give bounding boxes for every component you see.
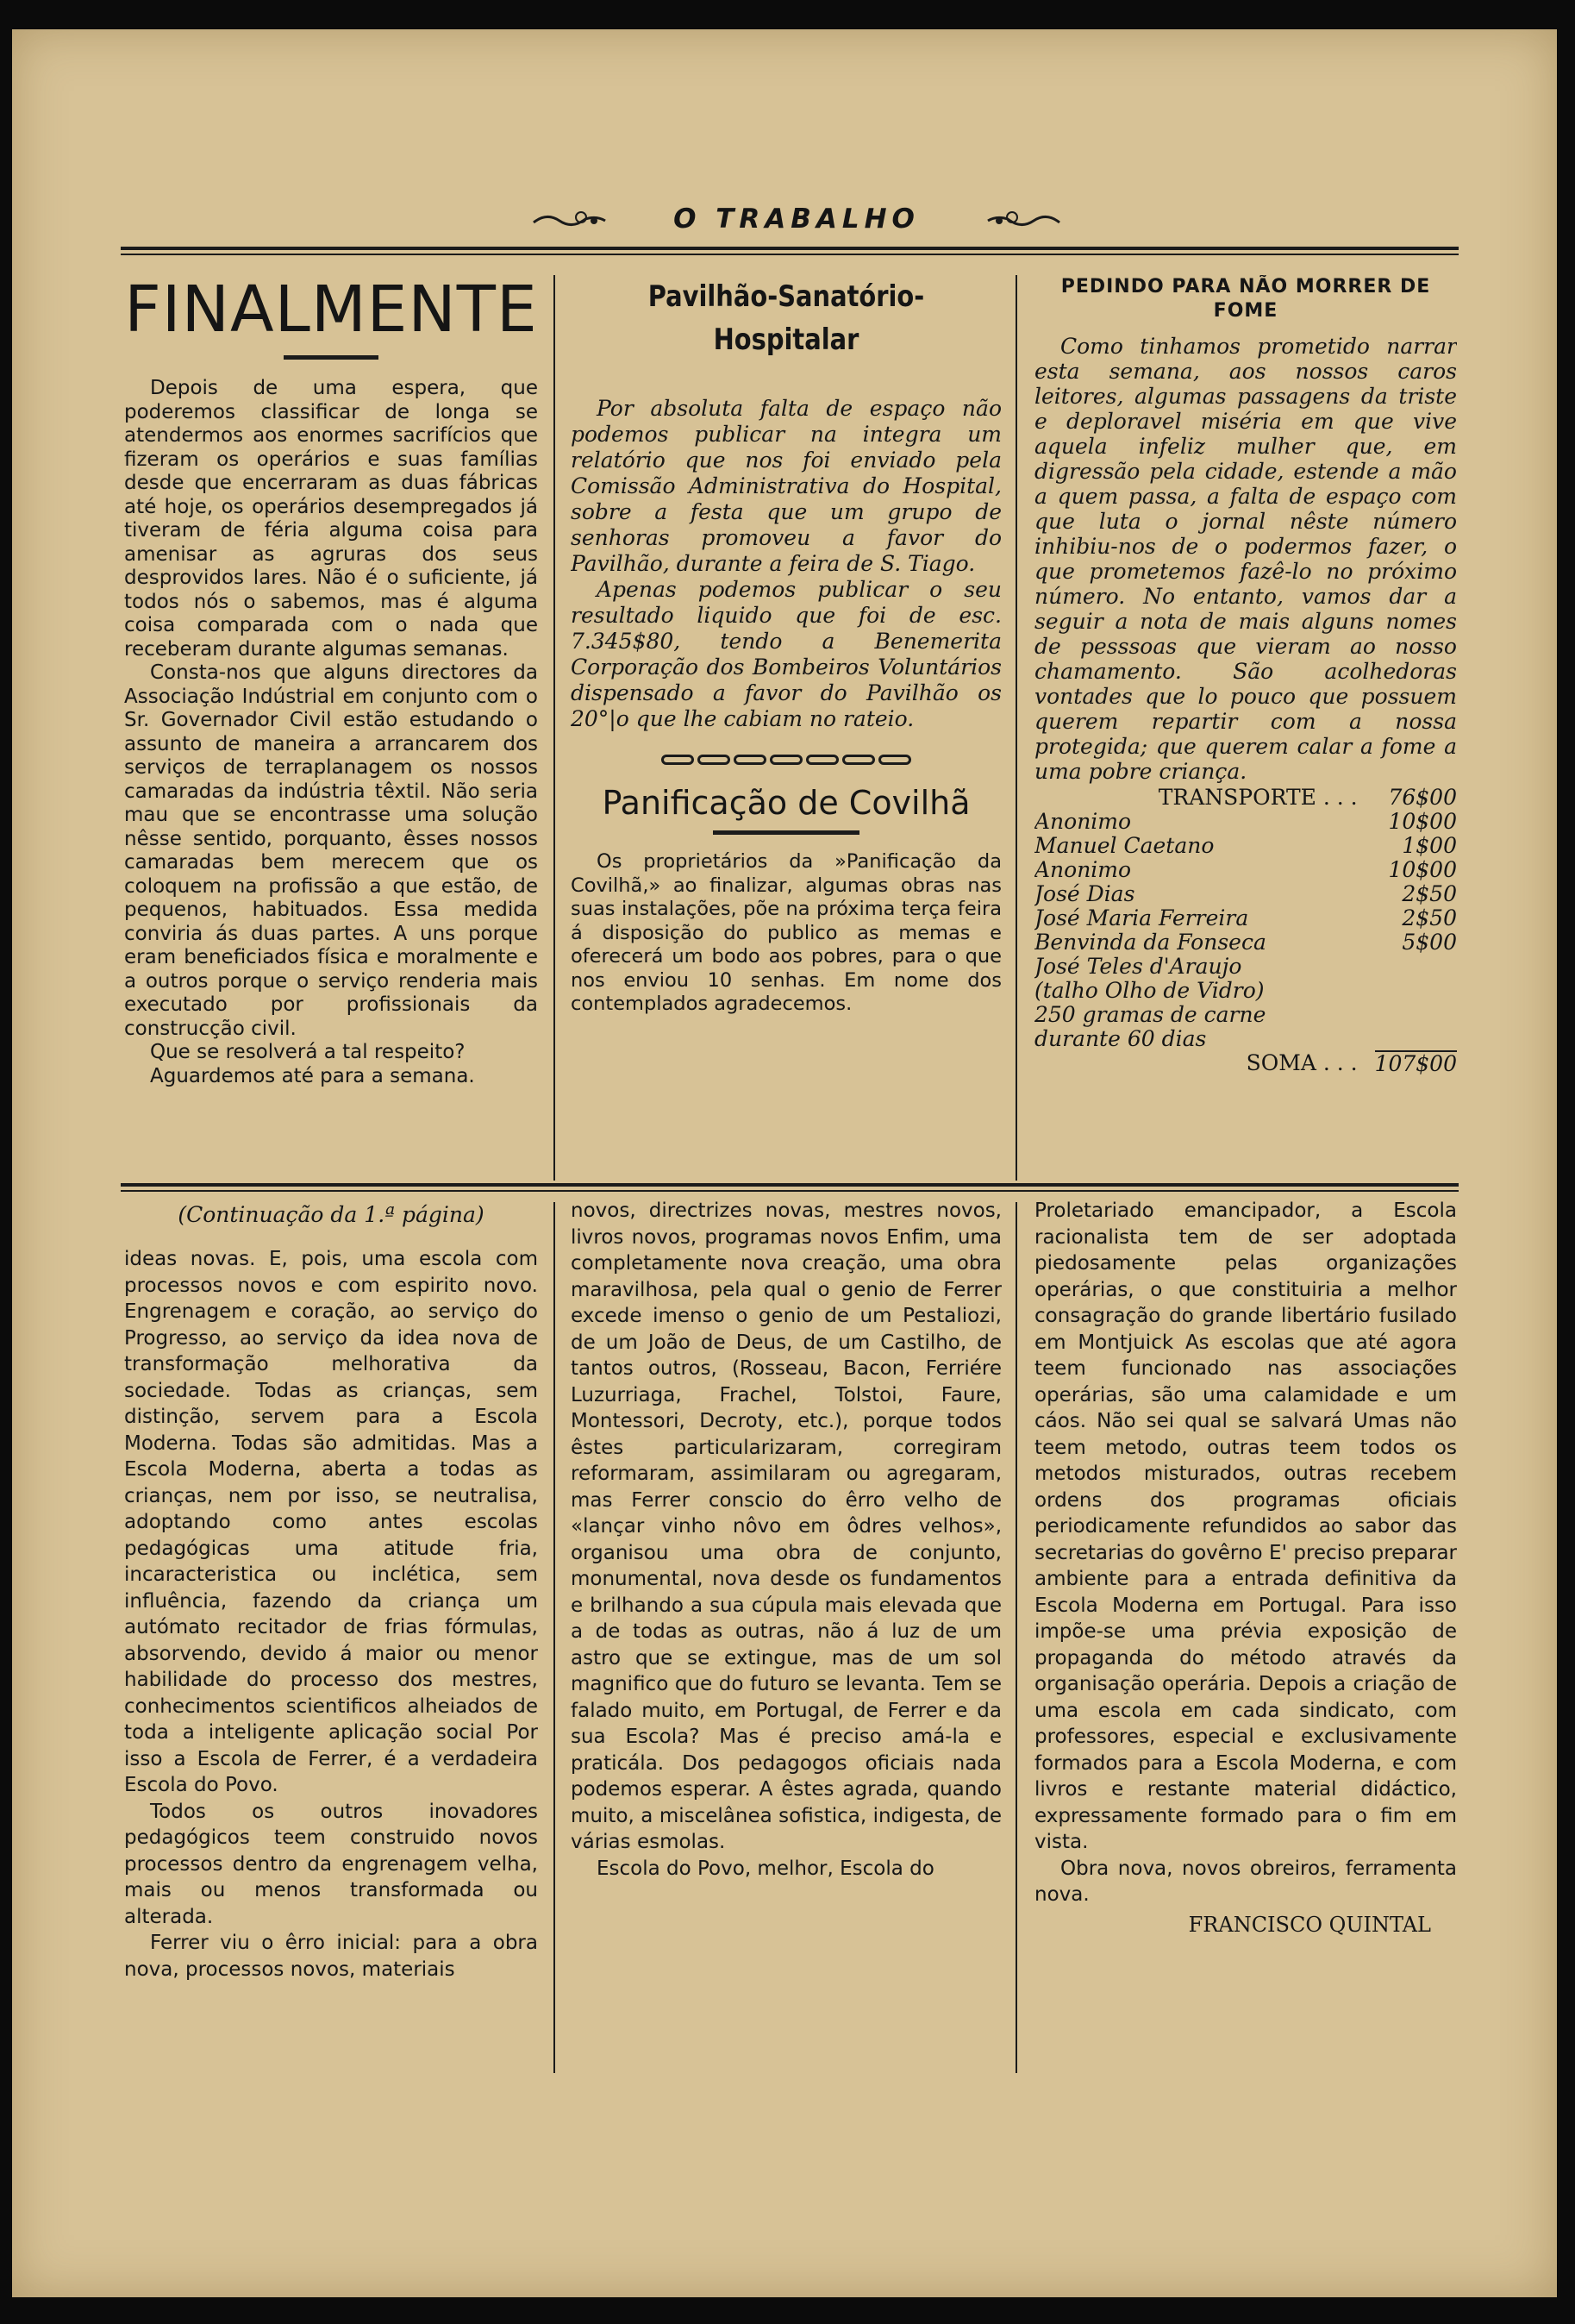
donor-name: Anonimo bbox=[1034, 809, 1132, 834]
continuation-column-2 bbox=[571, 1198, 1002, 2095]
paragraph: ideas novas. E, pois, uma escola com processos novos e com espirito novo. Engrenagem e coração, ao serviço do Progresso, ao serviço da idea nova de transformação melhorativa da sociedade. Todas as crianças, sem distinção, servem para a Escola Moderna. Todas são admitidas. Mas a Escola Moderna, aberta a todas as crianças, nem por isso, se neutralisa, adoptando como antes escolas pedagógicas uma atitude fria, incaracteristica ou inclética, sem influência, fazendo da criança um autómato recitador de frias fórmulas, absorvendo, devido á maior ou menor habilidade do processo dos mestres, conhecimentos scientificos alheiados de toda a inteligente aplicação social Por isso a Escola de Ferrer, é a verdadeira Escola do Povo. bbox=[124, 1248, 538, 1796]
ornamental-divider bbox=[571, 751, 1002, 768]
title-underline bbox=[284, 355, 378, 360]
soma-value: 107$00 bbox=[1374, 1051, 1457, 1076]
donor-name: Anonimo bbox=[1034, 857, 1132, 882]
article-title: Pavilhão-Sanatório-Hospitalar bbox=[647, 279, 925, 357]
paragraph: Os proprietários da »Panificação da Covilhã,» ao finalizar, algumas obras nas suas instalações, põe na próxima terça feira á disposição do publico as memas e oferecerá um bodo aos pobres, para o que nos enviou 10 senhas. Em nome dos contemplados agradecemos. bbox=[571, 850, 1002, 1015]
paragraph: Como tinhamos prometido narrar esta semana, aos nossos caros leitores, algumas passagens da triste e deploravel miséria em que vive aquela infeliz mulher que, em digressão pela cidade, estende a mão a quem passa, a falta de espaço com que luta o jornal nêste número inhibiu-nos de o podermos fazer, o que prometemos fazê-lo no próximo número. No entanto, vamos dar a seguir a nota de mais alguns nomes de pesssoas que vieram ao nosso chamamento. São acolhedoras vontades que lo pouco que possuem querem repartir com a nossa protegida; que querem calar a fome a uma pobre criança. bbox=[1034, 334, 1457, 784]
donor-name: José Teles d'Araujo (talho Olho de Vidro) 250 gramas de carne durante 60 dias bbox=[1034, 954, 1266, 1051]
masthead bbox=[529, 193, 1064, 245]
left-ornament-icon bbox=[529, 207, 607, 233]
paragraph: Ferrer viu o êrro inicial: para a obra nova, processos novos, materiais bbox=[124, 1932, 538, 1981]
column-divider bbox=[553, 275, 555, 1181]
column-divider bbox=[1016, 1202, 1017, 2073]
article-title: Panificação de Covilhã bbox=[602, 784, 971, 822]
donor-value: 10$00 bbox=[1388, 857, 1457, 882]
donor-name: José Maria Ferreira bbox=[1034, 905, 1249, 930]
paragraph: Todos os outros inovadores pedagógicos teem construido novos processos dentro da engrenagem velha, mais ou menos transformada ou alterada. bbox=[124, 1800, 538, 1928]
paragraph: Aguardemos até para a semana. bbox=[150, 1064, 475, 1087]
article-title: FINALMENTE bbox=[124, 272, 538, 347]
soma-label: SOMA . . . bbox=[1246, 1050, 1358, 1075]
transporte-label: TRANSPORTE . . . bbox=[1158, 785, 1358, 810]
right-ornament-icon bbox=[986, 207, 1064, 233]
donor-name: Benvinda da Fonseca bbox=[1034, 930, 1266, 955]
paragraph: Depois de uma espera, que poderemos classificar de longa se atendermos aos enormes sacrifícios que fizeram os operários e suas famílias desde que encerraram as duas fábricas até hoje, os operários desempregados já tiveram de féria alguma coisa para amenisar as agruras dos seus desprovidos lares. Não é o suficiente, já todos nós o sabemos, mas é alguma coisa comparada com o nada que receberam durante algumas semanas. bbox=[124, 377, 538, 661]
soma-row bbox=[1034, 1051, 1457, 1076]
masthead-rule-thin bbox=[121, 254, 1459, 255]
donor-list bbox=[1034, 786, 1457, 1076]
paragraph: Proletariado emancipador, a Escola racionalista tem de ser adoptada piedosamente pelas organizações operárias, o que constituiria a melhor consagração do grande libertário fusilado em Montjuick As escolas que até agora teem funcionado nas associações operárias, são uma calamidade e um cáos. Não sei qual se salvará Umas não teem metodo, outras teem todos os metodos misturados, outras recebem ordens dos programas oficiais periodicamente refundidos ao sabor das secretarias do govêrno E' preciso preparar ambiente para a entrada definitiva da Escola Moderna em Portugal. Para isso impõe-se uma prévia exposição de propaganda do método através da organisação operária. Depois a criação de uma escola em cada sindicato, com professores, especial e exclusivamente formados para a Escola Moderna, e com livros e restante material didáctico, expressamente formado para o fim em vista. bbox=[1034, 1200, 1457, 1853]
newspaper-page bbox=[12, 29, 1557, 2297]
donor-value bbox=[1375, 955, 1457, 1051]
continuation-heading: (Continuação da 1.ª página) bbox=[178, 1202, 484, 1227]
donor-row bbox=[1034, 906, 1457, 930]
paragraph: novos, directrizes novas, mestres novos, livros novos, programas novos Enfim, uma completamente nova creação, uma obra maravilhosa, pela qual o genio de Ferrer excede imenso o genio de um Pestaliozi, de um João de Deus, de um Castilho, de tantos outros, (Rosseau, Bacon, Ferriére Luzurriaga, Frachel, Tolstoi, Faure, Montessori, Decroty, etc.), porque todos êstes particularizaram, corregiram reformaram, assimilaram ou agregaram, mas Ferrer conscio do êrro velho de «lançar vinho nôvo em ôdres velhos», organisou uma obra de conjunto, monumental, nova desde os fundamentos e brilhando a sua cúpula mais elevada que a de todas as outras, não á luz de um astro que se extingue, mas de um sol magnifico que do futuro se levanta. Tem se falado muito, em Portugal, de Ferrer e da sua Escola? Mas é preciso amá-la e praticála. Dos pedagogos oficiais nada podemos esperar. A êstes agrada, quando muito, a miscelânea sofistica, indigesta, de várias esmolas. bbox=[571, 1200, 1002, 1853]
column-divider bbox=[1016, 275, 1017, 1181]
paragraph: Obra nova, novos obreiros, ferramenta nova. bbox=[1034, 1857, 1457, 1906]
donor-row bbox=[1034, 955, 1457, 1051]
donor-value: 1$00 bbox=[1402, 833, 1457, 858]
donor-value: 10$00 bbox=[1388, 809, 1457, 834]
column-divider bbox=[553, 1202, 555, 2073]
transporte-value: 76$00 bbox=[1388, 785, 1457, 810]
title-underline bbox=[713, 830, 859, 835]
donor-row bbox=[1034, 858, 1457, 882]
article-pedindo bbox=[1034, 275, 1457, 1181]
continuation-column-3 bbox=[1034, 1198, 1457, 2095]
author-signature: FRANCISCO QUINTAL bbox=[1188, 1912, 1431, 1937]
donor-row bbox=[1034, 882, 1457, 906]
masthead-title: O TRABALHO bbox=[673, 204, 920, 235]
donor-row bbox=[1034, 834, 1457, 858]
transporte-row bbox=[1034, 786, 1457, 810]
paragraph: Consta-nos que alguns directores da Associação Indústrial em conjunto com o Sr. Governador Civil estão estudando o assunto de maneira a arrancarem dos serviços de terraplanagem os nossos camaradas da indústria têxtil. Não seria mau que se encontrasse uma solução nêsse sentido, porquanto, êsses nossos camaradas bem merecem que os coloquem na profissão a que estão, de pequenos, habituados. Essa medida conviria ás duas partes. A uns porque eram beneficiados física e moralmente e a outros porque o serviço renderia mais executado por profissionais da construcção civil. bbox=[124, 661, 538, 1040]
donor-value: 2$50 bbox=[1402, 905, 1457, 930]
article-finalmente bbox=[124, 271, 538, 1185]
masthead-rule bbox=[121, 247, 1459, 250]
article-title: PEDINDO PARA NÃO MORRER DE FOME bbox=[1060, 276, 1431, 322]
donor-row bbox=[1034, 930, 1457, 955]
paragraph: Por absoluta falta de espaço não podemos publicar na integra um relatório que nos foi enviado pela Comissão Administrativa do Hospital, sobre a festa que um grupo de senhoras promoveu a favor do Pavilhão, durante a feira de S. Tiago. bbox=[571, 396, 1002, 576]
donor-name: José Dias bbox=[1034, 881, 1135, 906]
section-rule-thin bbox=[121, 1190, 1459, 1192]
paragraph: Que se resolverá a tal respeito? bbox=[150, 1041, 466, 1063]
section-rule bbox=[121, 1183, 1459, 1187]
donor-name: Manuel Caetano bbox=[1034, 833, 1215, 858]
paragraph: Apenas podemos publicar o seu resultado liquido que foi de esc. 7.345$80, tendo a Benemerita Corporação dos Bombeiros Voluntários dispensado a favor do Pavilhão os 20°|o que lhe cabiam no rateio. bbox=[571, 577, 1002, 731]
paragraph: Escola do Povo, melhor, Escola do bbox=[597, 1857, 934, 1880]
donor-value: 5$00 bbox=[1402, 930, 1457, 955]
donor-row bbox=[1034, 810, 1457, 834]
donor-value: 2$50 bbox=[1402, 881, 1457, 906]
article-pavilhao bbox=[571, 275, 1002, 1181]
continuation-column-1 bbox=[124, 1198, 538, 2095]
